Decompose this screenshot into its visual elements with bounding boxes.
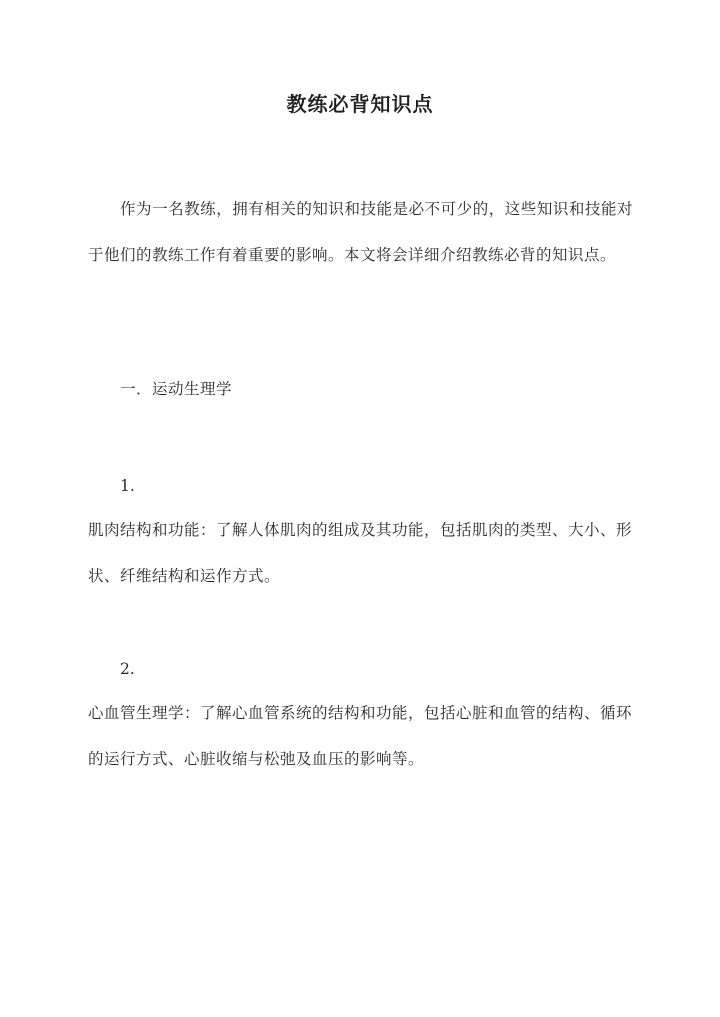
- item-text: 心血管生理学：了解心血管系统的结构和功能，包括心脏和血管的结构、循环的运行方式、心脏收缩与松弛及血压的影响等。: [88, 704, 633, 768]
- intro-paragraph: 作为一名教练，拥有相关的知识和技能是必不可少的，这些知识和技能对于他们的教练工作有着重要的影响。本文将会详细介绍教练必背的知识点。: [88, 200, 633, 264]
- item-number: 2.: [120, 660, 135, 678]
- document-title: 教练必背知识点: [286, 92, 434, 116]
- item-text: 肌肉结构和功能：了解人体肌肉的组成及其功能，包括肌肉的类型、大小、形状、纤维结构和运作方式。: [88, 521, 633, 585]
- item-number: 1.: [120, 477, 135, 495]
- section-heading: 一．运动生理学: [120, 380, 233, 398]
